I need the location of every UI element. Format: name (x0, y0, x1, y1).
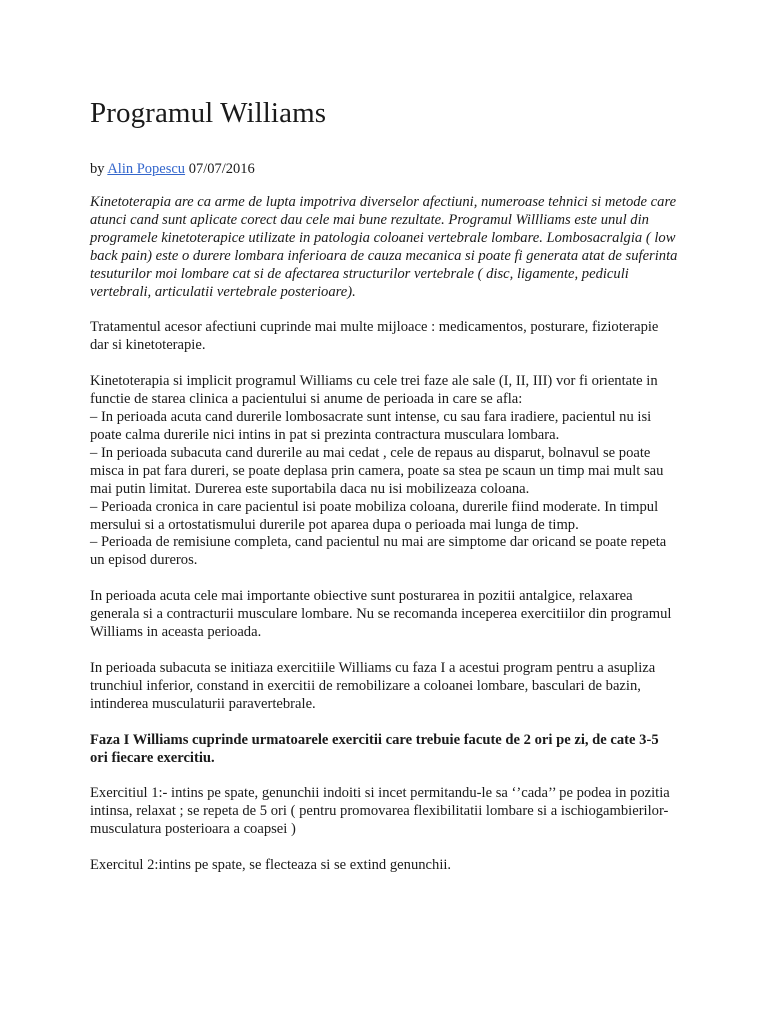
treatment-paragraph: Tratamentul acesor afectiuni cuprinde mai multe mijloace : medicamentos, posturare, fizioterapie dar si kinetoterapie. (90, 319, 659, 354)
exercise2-paragraph: Exercitul 2:intins pe spate, se flecteaza si se extind genunchii. (90, 857, 452, 874)
phase-remission-text: – Perioada de remisiune completa, cand pacientul nu mai are simptome dar oricand se poate repeta un episod dureros. (90, 534, 667, 569)
phase1-heading: Faza I Williams cuprinde urmatoarele exercitii care trebuie facute de 2 ori pe zi, de cate 3-5 ori fiecare exercitiu. (90, 731, 659, 766)
phases-intro-text: Kinetoterapia si implicit programul Williams cu cele trei faze ale sale (I, II, III) vor fi orientate in functie de starea clinica a pacientului si anume de perioada in care se afla: (90, 373, 658, 408)
subacute-exercises-paragraph: In perioada subacuta se initiaza exercitiile Williams cu faza I a acestui program pentru a asupliza trunchiul inferior, constand in exercitii de remobilizare a coloanei lombare, basculari de bazin, intinderea musculaturii paravertebrale. (90, 659, 656, 712)
phases-paragraph (90, 373, 678, 570)
phase-chronic-text: – Perioada cronica in care pacientul isi poate mobiliza coloana, durerile fiind moderate. In timpul mersului si a ortostatismului durerile pot aparea dupa o perioada mai lunga de timp. (90, 498, 659, 533)
phase-acute-text: – In perioada acuta cand durerile lombosacrate sunt intense, cu sau fara iradiere, pacientul nu isi poate calma durerile nici intins in pat si prezinta contractura musculara lombara. (90, 409, 652, 443)
intro-paragraph: Kinetoterapia are ca arme de lupta impotriva diverselor afectiuni, numeroase tehnici si metode care atunci cand sunt aplicate corect dau cele mai bune rezultate. Programul Willliams este unul din programele kinetoterapice utilizate in patologia coloanei vertebrale lombare. Lombosacralgia ( low back pain) este o durere lombara inferioara de cauza mecanica si poate fi generata atat de suferinta tesuturilor moi lombare cat si de afectarea structurilor vertebrale ( disc, ligamente, pediculi vertebrali, articulatii vertebrale posterioare). (90, 194, 678, 300)
publish-date: 07/07/2016 (188, 161, 255, 177)
byline-prefix: by (90, 161, 105, 177)
byline (90, 160, 678, 178)
author-link[interactable]: Alin Popescu (107, 161, 186, 177)
phase-subacute-text: – In perioada subacuta cand durerile au mai cedat , cele de repaus au disparut, bolnavul se poate misca in pat fara dureri, se poate deplasa prin camera, poate sa stea pe scaun un timp mai mult sau mai putin limitat. Durerea este suportabila daca nu isi mobilizeaza coloana. (90, 444, 664, 497)
acute-objectives-paragraph: In perioada acuta cele mai importante obiective sunt posturarea in pozitii antalgice, relaxarea generala si a contracturii musculare lombare. Nu se recomanda inceperea exercitiilor din programul Williams in aceasta perioada. (90, 588, 672, 641)
article-body (90, 194, 678, 875)
page-title: Programul Williams (90, 97, 327, 129)
exercise1-paragraph: Exercitiul 1:- intins pe spate, genunchii indoiti si incet permitandu-le sa ‘’cada’’ pe podea in pozitia intinsa, relaxat ; se repeta de 5 ori ( pentru promovarea flexibilitatii lombare si a ischiogambierilor-musculatura posterioara a coapsei ) (90, 785, 670, 838)
article (90, 0, 678, 893)
